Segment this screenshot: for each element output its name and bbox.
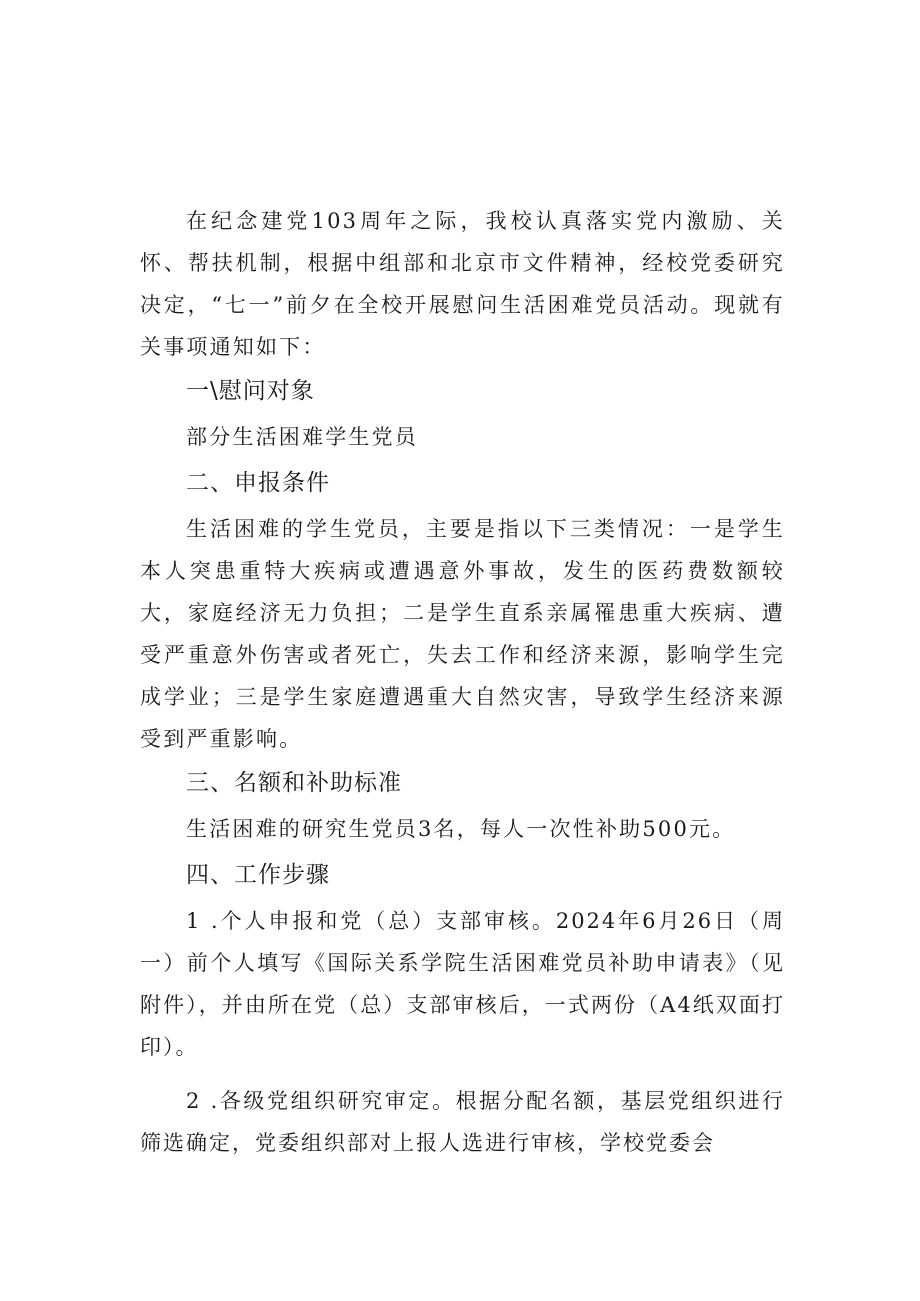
step-item-1: 1 .个人申报和党（总）支部审核。2024年6月26日（周一）前个人填写《国际关系学院生活困难党员补助申请表》（见附件），并由所在党（总）支部审核后，一式两份（A4纸双面打印）。	[140, 909, 785, 1059]
intro-paragraph: 在纪念建党103周年之际，我校认真落实党内激励、关怀、帮扶机制，根据中组部和北京市文件精神，经校党委研究决定，“七一”前夕在全校开展慰问生活困难党员活动。现就有关事项通知如下：	[140, 209, 785, 359]
section-body-recipients: 部分生活困难学生党员	[186, 425, 418, 449]
section-heading-recipients: 一\慰问对象	[186, 378, 315, 404]
section-body-conditions: 生活困难的学生党员，主要是指以下三类情况：一是学生本人突患重特大疾病或遭遇意外事故，发生的医药费数额较大，家庭经济无力负担；二是学生直系亲属罹患重大疾病、遭受严重意外伤害或者死亡，失去工作和经济来源，影响学生完成学业；三是学生家庭遭遇重大自然灾害，导致学生经济来源受到严重影响。	[140, 517, 785, 751]
section-heading-steps: 四、工作步骤	[186, 862, 330, 888]
step-item-2: 2 .各级党组织研究审定。根据分配名额，基层党组织进行筛选确定，党委组织部对上报人选进行审核，学校党委会	[140, 1089, 785, 1155]
section-heading-conditions: 二、申报条件	[186, 470, 330, 496]
document-body	[140, 200, 785, 1176]
section-body-quota: 生活困难的研究生党员3名，每人一次性补助500元。	[186, 817, 736, 841]
section-heading-quota: 三、名额和补助标准	[186, 770, 402, 796]
